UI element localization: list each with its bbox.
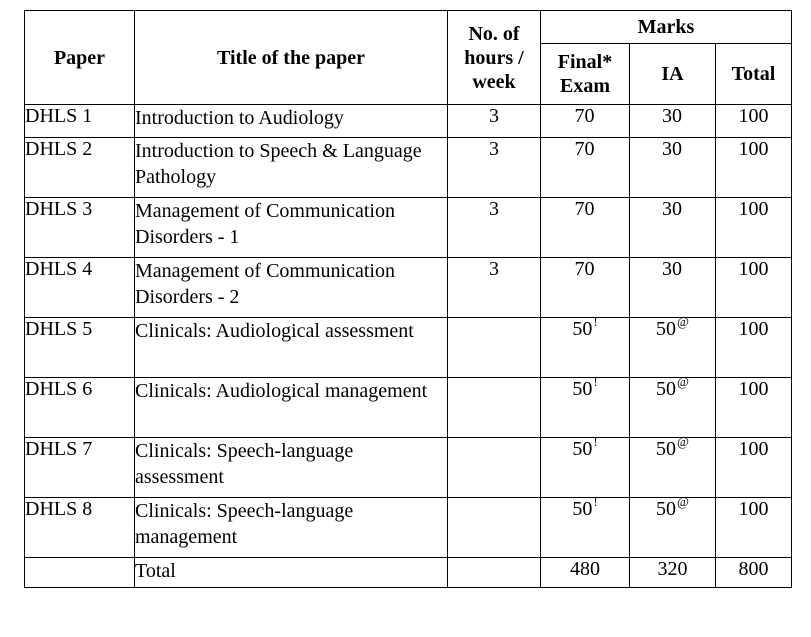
header-ia: IA	[630, 44, 716, 105]
final-exam-cell	[541, 105, 630, 138]
marks-table	[24, 10, 792, 588]
ia-value: 50	[656, 438, 676, 460]
final-exam-footnote-mark: !	[593, 314, 598, 330]
table-row	[25, 378, 792, 438]
ia-cell	[630, 494, 716, 558]
hours-cell: 3	[448, 258, 541, 318]
table-row	[25, 498, 792, 558]
totals-label-cell: Total	[135, 558, 448, 588]
ia-value: 30	[662, 258, 682, 280]
final-exam-footnote-mark: !	[593, 494, 598, 510]
final-exam-footnote-mark: !	[593, 434, 598, 450]
total-cell: 100	[716, 258, 792, 318]
final-exam-value: 70	[574, 258, 595, 280]
header-paper: Paper	[25, 11, 135, 105]
table-row	[25, 105, 792, 138]
header-hours	[448, 11, 541, 105]
hours-cell	[448, 438, 541, 498]
total-cell: 100	[716, 105, 792, 138]
header-final-exam-text: Final* Exam	[557, 51, 613, 97]
final-exam-cell	[541, 138, 630, 198]
paper-title-cell: Clinicals: Speech-language assessment	[135, 438, 448, 498]
paper-code-cell: DHLS 3	[25, 198, 135, 258]
total-cell: 100	[716, 498, 792, 558]
paper-title-cell: Management of Communication Disorders - 1	[135, 198, 448, 258]
total-cell: 100	[716, 438, 792, 498]
final-exam-cell	[541, 434, 630, 498]
total-cell: 100	[716, 378, 792, 438]
paper-code-cell: DHLS 6	[25, 378, 135, 438]
ia-cell	[630, 434, 716, 498]
paper-code-cell: DHLS 2	[25, 138, 135, 198]
hours-cell	[448, 498, 541, 558]
paper-title-cell: Clinicals: Audiological management	[135, 378, 448, 438]
final-exam-cell	[541, 314, 630, 378]
header-total: Total	[716, 44, 792, 105]
paper-title-cell: Clinicals: Audiological assessment	[135, 318, 448, 378]
final-exam-cell	[541, 374, 630, 438]
ia-cell	[630, 105, 716, 138]
hours-cell	[448, 318, 541, 378]
final-exam-cell	[541, 258, 630, 318]
hours-cell: 3	[448, 105, 541, 138]
table-row	[25, 258, 792, 318]
ia-cell	[630, 138, 716, 198]
header-marks: Marks	[541, 11, 792, 44]
paper-title-cell: Introduction to Audiology	[135, 105, 448, 138]
ia-cell	[630, 374, 716, 438]
total-cell: 100	[716, 138, 792, 198]
ia-footnote-mark: @	[677, 314, 689, 330]
final-exam-value: 50	[572, 318, 593, 340]
ia-value: 50	[656, 498, 676, 520]
ia-value: 30	[662, 198, 682, 220]
totals-final-cell: 480	[541, 558, 630, 588]
total-cell: 100	[716, 318, 792, 378]
ia-value: 30	[662, 138, 682, 160]
paper-title-cell: Introduction to Speech & Language Pathology	[135, 138, 448, 198]
table-row	[25, 438, 792, 498]
final-exam-value: 50	[572, 438, 593, 460]
final-exam-value: 70	[574, 138, 595, 160]
totals-empty-paper-cell	[25, 558, 135, 588]
final-exam-footnote-mark: !	[593, 374, 598, 390]
header-title: Title of the paper	[135, 11, 448, 105]
table-body	[25, 105, 792, 588]
paper-code-cell: DHLS 5	[25, 318, 135, 378]
final-exam-value: 50	[572, 498, 593, 520]
final-exam-cell	[541, 198, 630, 258]
totals-ia-cell: 320	[630, 558, 716, 588]
ia-footnote-mark: @	[677, 494, 689, 510]
header-hours-text: No. of hours / week	[464, 22, 524, 93]
final-exam-value: 70	[574, 198, 595, 220]
paper-title-cell: Management of Communication Disorders - 2	[135, 258, 448, 318]
ia-footnote-mark: @	[677, 434, 689, 450]
ia-cell	[630, 314, 716, 378]
total-cell: 100	[716, 198, 792, 258]
ia-cell	[630, 258, 716, 318]
ia-cell	[630, 198, 716, 258]
totals-empty-hours-cell	[448, 558, 541, 588]
final-exam-cell	[541, 494, 630, 558]
ia-footnote-mark: @	[677, 374, 689, 390]
totals-total-cell: 800	[716, 558, 792, 588]
hours-cell	[448, 378, 541, 438]
table-row	[25, 138, 792, 198]
paper-code-cell: DHLS 4	[25, 258, 135, 318]
ia-value: 50	[656, 318, 676, 340]
final-exam-value: 50	[572, 378, 593, 400]
ia-value: 30	[662, 105, 682, 127]
paper-title-cell: Clinicals: Speech-language management	[135, 498, 448, 558]
hours-cell: 3	[448, 138, 541, 198]
hours-cell: 3	[448, 198, 541, 258]
final-exam-value: 70	[574, 105, 595, 127]
paper-code-cell: DHLS 7	[25, 438, 135, 498]
ia-value: 50	[656, 378, 676, 400]
table-row	[25, 318, 792, 378]
paper-code-cell: DHLS 1	[25, 105, 135, 138]
table-row	[25, 198, 792, 258]
paper-code-cell: DHLS 8	[25, 498, 135, 558]
totals-row	[25, 558, 792, 588]
header-final-exam	[541, 44, 630, 105]
